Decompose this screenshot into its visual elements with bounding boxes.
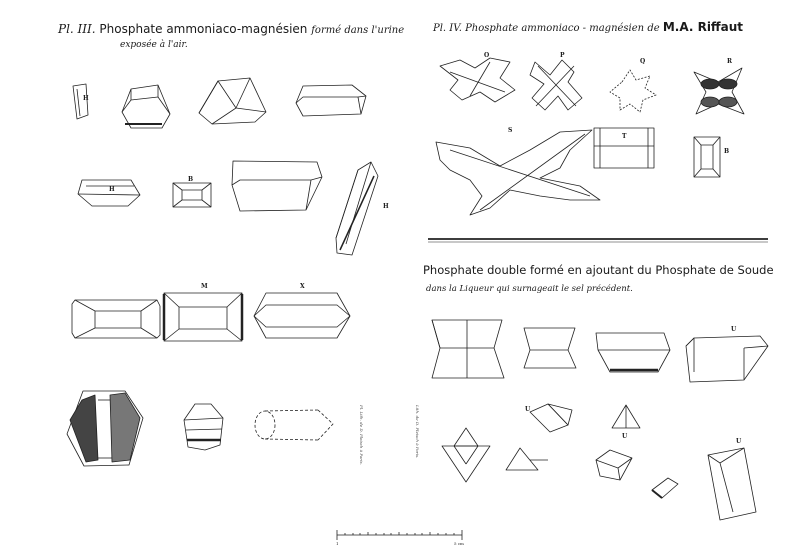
label-h3: H bbox=[383, 203, 389, 210]
crystal-o bbox=[440, 58, 515, 102]
crystal-u-double-tri bbox=[530, 404, 572, 432]
crystal-prism-1 bbox=[296, 85, 366, 116]
label-q: Q bbox=[640, 58, 646, 65]
crystal-tri-u bbox=[612, 405, 640, 428]
crystal-large-prism bbox=[232, 161, 322, 211]
right-plate-title-main: Phosphate ammoniaco - magnésien bbox=[465, 23, 645, 34]
crystal-star bbox=[442, 428, 490, 482]
label-r: R bbox=[727, 58, 732, 65]
label-m: M bbox=[201, 283, 208, 290]
scale-label-end: 5 cm bbox=[454, 541, 464, 546]
crystal-bar bbox=[652, 478, 678, 498]
crystal-hourglass-1 bbox=[432, 320, 504, 378]
crystal-s bbox=[436, 130, 600, 215]
crystal-small-tri bbox=[506, 448, 548, 470]
label-x: X bbox=[300, 283, 305, 290]
left-plate-subtitle: exposée à l'air. bbox=[120, 40, 188, 50]
crystal-bell bbox=[184, 404, 223, 450]
crystal-hex-plate-1 bbox=[72, 300, 160, 338]
crystal-q bbox=[610, 70, 656, 112]
crystal-hex-hatched bbox=[67, 391, 143, 466]
label-o: O bbox=[484, 52, 490, 59]
label-t: T bbox=[622, 133, 627, 140]
label-b-right: B bbox=[724, 148, 730, 155]
crystal-m bbox=[164, 293, 242, 341]
section-title: Phosphate double formé en ajoutant du Phosphate de Soude bbox=[423, 263, 774, 277]
label-p: P bbox=[560, 52, 565, 59]
left-plate-number: Pl. III. bbox=[58, 22, 96, 36]
left-plate-title-rest: formé dans l'urine bbox=[311, 25, 405, 36]
right-plate-author: M.A. Riffaut bbox=[662, 20, 744, 34]
crystal-hourglass-2 bbox=[524, 328, 576, 368]
crystal-u-tall bbox=[708, 448, 756, 520]
crystal-r bbox=[694, 68, 744, 114]
label-h2: H bbox=[109, 186, 115, 193]
crystal-pyramid bbox=[199, 78, 266, 124]
right-plate-credit: Lith. de D. Pleisch à Paris. bbox=[415, 405, 420, 459]
crystal-roof-1 bbox=[122, 85, 170, 128]
label-u1: U bbox=[731, 326, 737, 333]
crystal-box-small bbox=[596, 450, 632, 480]
crystal-boat bbox=[596, 333, 670, 372]
left-plate-credit: Pl. Lith. de D. Pleisch à Paris. bbox=[359, 405, 364, 465]
label-u4: U bbox=[736, 438, 742, 445]
crystal-p bbox=[530, 60, 582, 110]
label-u2: U bbox=[525, 406, 531, 413]
crystal-x bbox=[254, 293, 350, 338]
crystal-cylinder bbox=[255, 410, 333, 440]
crystal-b-rect bbox=[173, 183, 211, 207]
right-plate-number: Pl. IV. bbox=[433, 23, 462, 34]
label-h1: H bbox=[83, 95, 89, 102]
scale-label-start: 1 bbox=[336, 541, 339, 546]
label-b: B bbox=[188, 176, 194, 183]
crystal-u-prism bbox=[686, 336, 768, 382]
right-plate-title-of: de bbox=[647, 23, 660, 34]
section-subtitle: dans la Liqueur qui surnageait le sel précédent. bbox=[426, 284, 633, 294]
label-u3: U bbox=[622, 433, 628, 440]
left-plate-title bbox=[58, 22, 404, 36]
crystal-h-trapezoid bbox=[78, 180, 140, 206]
scale-bar bbox=[337, 530, 462, 540]
left-plate-title-main: Phosphate ammoniaco-magnésien bbox=[99, 22, 308, 36]
right-plate-title bbox=[433, 20, 743, 34]
crystal-h-tall bbox=[336, 162, 378, 255]
label-s: S bbox=[508, 127, 513, 134]
crystal-b-tall bbox=[694, 137, 720, 177]
